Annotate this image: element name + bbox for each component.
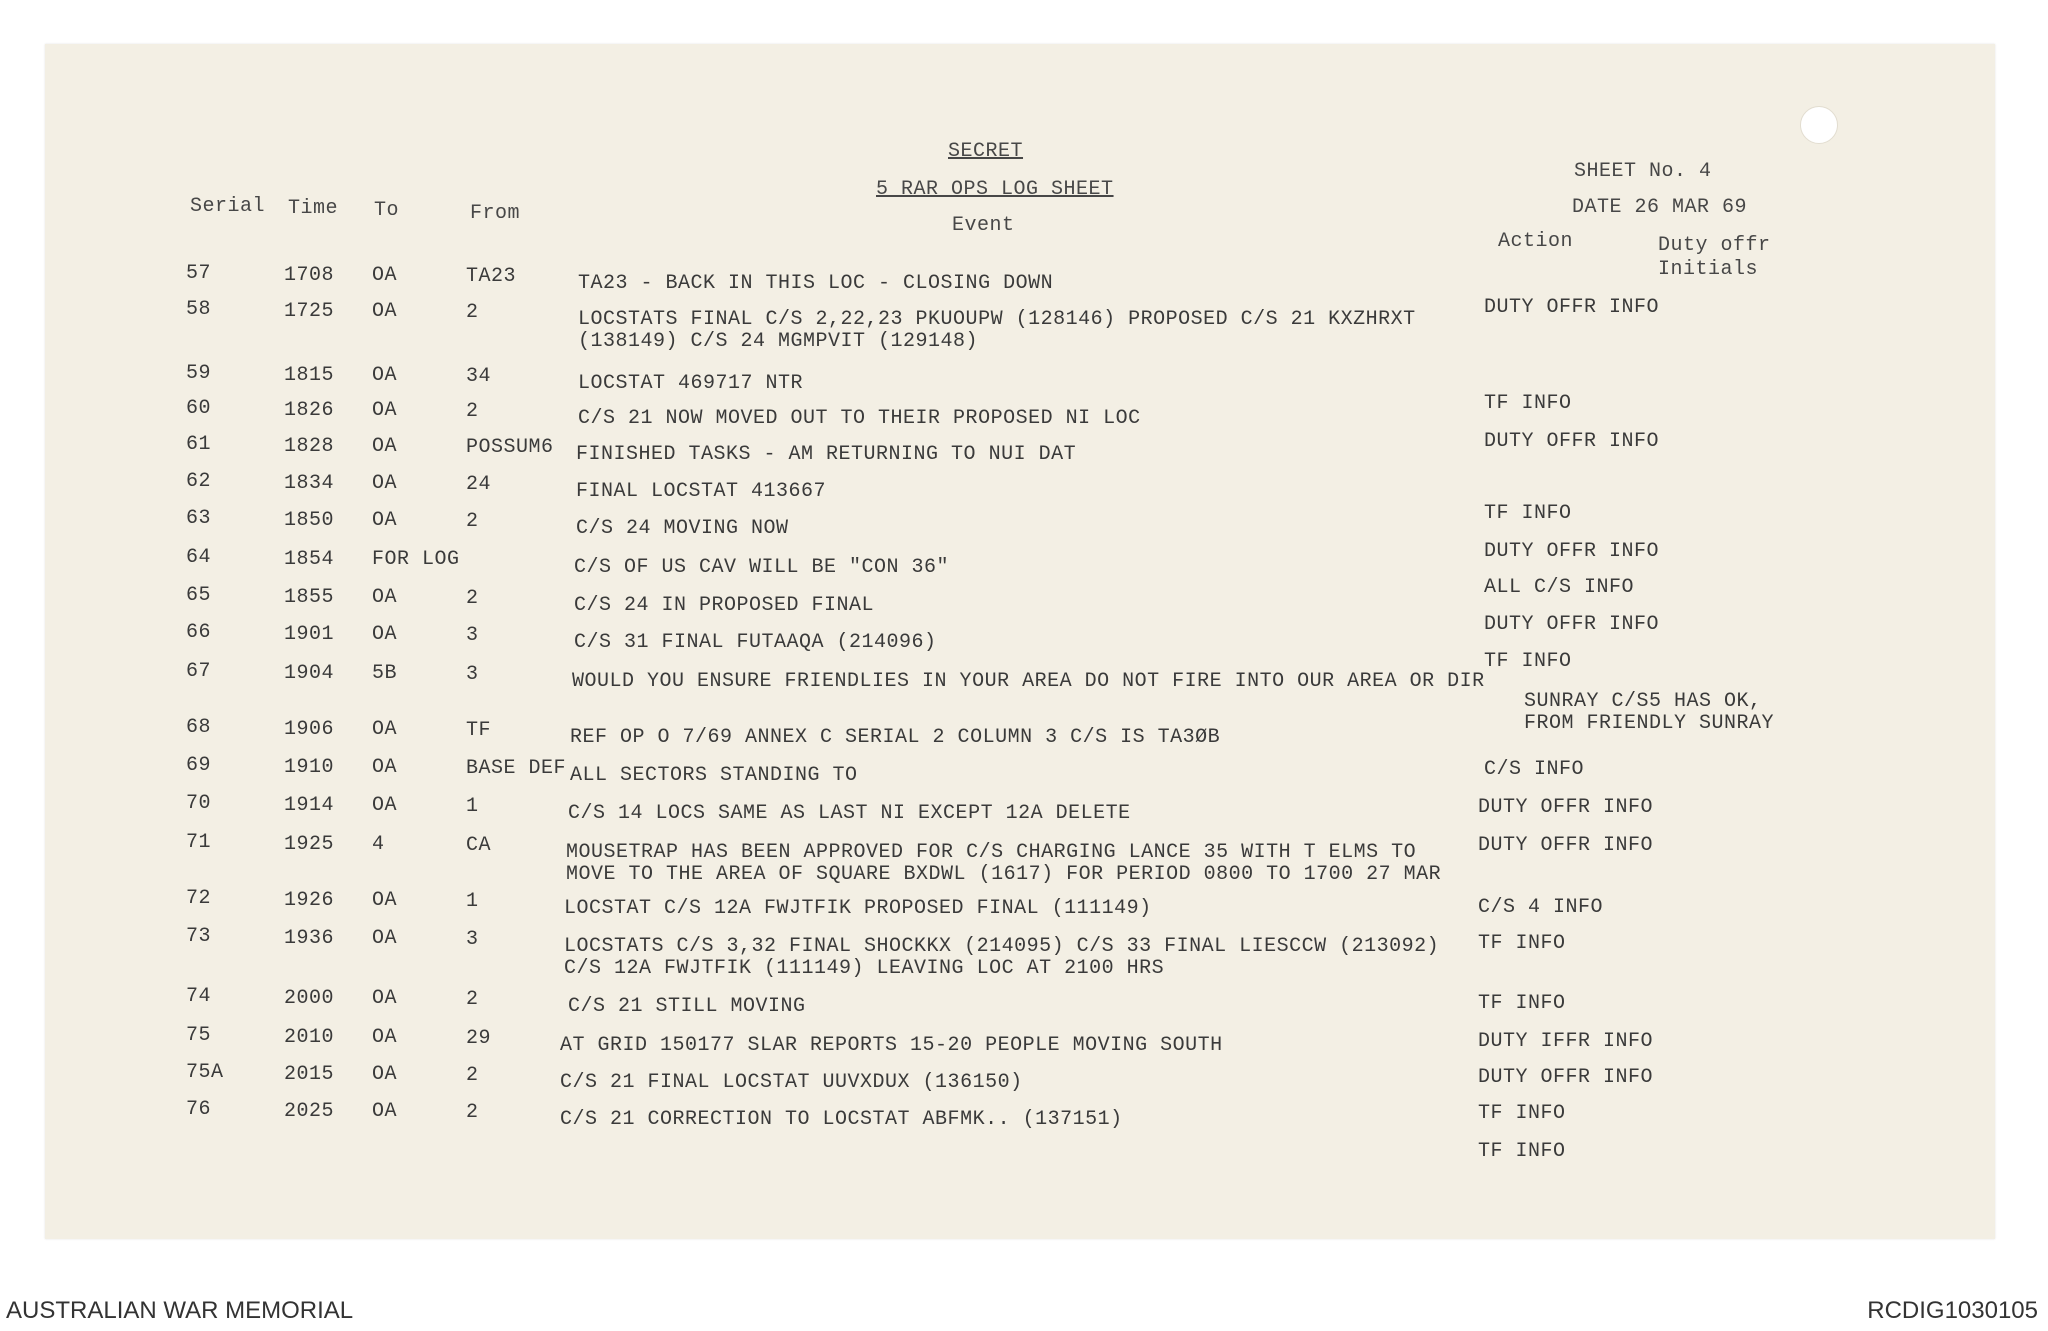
row-action-continued: FROM FRIENDLY SUNRAY	[1524, 712, 1775, 735]
trailing-action: TF INFO	[1478, 1140, 1566, 1163]
row-event: C/S 31 FINAL FUTAAQA (214096)	[574, 631, 937, 654]
row-action: C/S 4 INFO	[1478, 896, 1604, 919]
column-header-duty-offr: Duty offr	[1658, 234, 1771, 257]
column-header-time: Time	[288, 197, 339, 220]
row-action: TF INFO	[1484, 502, 1572, 525]
row-action: DUTY OFFR INFO	[1484, 540, 1660, 563]
row-serial: 60	[186, 397, 212, 420]
row-to: 4	[372, 833, 385, 856]
row-from: 24	[466, 473, 492, 496]
row-event: C/S 21 FINAL LOCSTAT UUVXDUX (136150)	[560, 1071, 1023, 1094]
row-to: OA	[372, 718, 398, 741]
row-event: FINISHED TASKS - AM RETURNING TO NUI DAT	[576, 443, 1077, 466]
row-event: C/S 24 MOVING NOW	[576, 517, 789, 540]
row-from: 3	[466, 624, 479, 647]
row-to: OA	[372, 1100, 398, 1123]
row-from: 34	[466, 365, 492, 388]
row-to: OA	[372, 756, 398, 779]
row-to: OA	[372, 794, 398, 817]
row-from: POSSUM6	[466, 436, 554, 459]
row-time: 1815	[284, 364, 335, 387]
row-event: C/S 14 LOCS SAME AS LAST NI EXCEPT 12A DELETE	[568, 802, 1131, 825]
row-action: SUNRAY C/S5 HAS OK,	[1524, 690, 1762, 713]
footer-record-id: RCDIG1030105	[1867, 1297, 2038, 1324]
row-serial: 64	[186, 546, 212, 569]
row-serial: 69	[186, 754, 212, 777]
punch-hole	[1800, 106, 1838, 144]
row-time: 1828	[284, 435, 335, 458]
row-from: CA	[466, 834, 492, 857]
row-time: 2010	[284, 1026, 335, 1049]
row-action: DUTY OFFR INFO	[1478, 834, 1654, 857]
row-serial: 61	[186, 433, 212, 456]
column-header-event: Event	[952, 214, 1015, 237]
row-from: 2	[466, 988, 479, 1011]
row-event: LOCSTATS C/S 3,32 FINAL SHOCKKX (214095) C/S 33 FINAL LIESCCW (213092)	[564, 935, 1440, 958]
row-event: MOUSETRAP HAS BEEN APPROVED FOR C/S CHARGING LANCE 35 WITH T ELMS TO	[566, 841, 1417, 864]
column-header-initials: Initials	[1658, 258, 1759, 281]
row-time: 2000	[284, 987, 335, 1010]
row-time: 1901	[284, 623, 335, 646]
row-event: FINAL LOCSTAT 413667	[576, 480, 827, 503]
row-serial: 57	[186, 262, 212, 285]
row-serial: 74	[186, 985, 212, 1008]
row-event-continued: (138149) C/S 24 MGMPVIT (129148)	[578, 330, 979, 353]
footer-institution: AUSTRALIAN WAR MEMORIAL	[6, 1297, 354, 1324]
row-serial: 72	[186, 887, 212, 910]
row-from: 3	[466, 663, 479, 686]
row-time: 1914	[284, 794, 335, 817]
row-action: TF INFO	[1478, 932, 1566, 955]
row-serial: 66	[186, 621, 212, 644]
column-header-to: To	[374, 199, 400, 222]
row-action: DUTY OFFR INFO	[1484, 296, 1660, 319]
row-event: C/S 21 NOW MOVED OUT TO THEIR PROPOSED NI LOC	[578, 407, 1141, 430]
row-event: LOCSTAT C/S 12A FWJTFIK PROPOSED FINAL (111149)	[564, 897, 1152, 920]
row-action: ALL C/S INFO	[1484, 576, 1635, 599]
row-time: 1854	[284, 548, 335, 571]
row-time: 1708	[284, 264, 335, 287]
row-from: 2	[466, 1064, 479, 1087]
row-serial: 76	[186, 1098, 212, 1121]
row-to: OA	[372, 927, 398, 950]
row-action: TF INFO	[1478, 992, 1566, 1015]
row-action: DUTY OFFR INFO	[1484, 613, 1660, 636]
row-time: 2015	[284, 1063, 335, 1086]
row-serial: 71	[186, 831, 212, 854]
row-time: 1925	[284, 833, 335, 856]
row-to: OA	[372, 1063, 398, 1086]
row-to: OA	[372, 889, 398, 912]
row-to: OA	[372, 435, 398, 458]
row-to: OA	[372, 1026, 398, 1049]
row-serial: 62	[186, 470, 212, 493]
row-time: 1926	[284, 889, 335, 912]
row-time: 1906	[284, 718, 335, 741]
row-time: 2025	[284, 1100, 335, 1123]
row-event: C/S 24 IN PROPOSED FINAL	[574, 594, 875, 617]
row-to: OA	[372, 300, 398, 323]
row-event: WOULD YOU ENSURE FRIENDLIES IN YOUR AREA DO NOT FIRE INTO OUR AREA OR DIR	[572, 670, 1485, 693]
row-time: 1936	[284, 927, 335, 950]
row-from: TA23	[466, 265, 517, 288]
row-action: TF INFO	[1478, 1102, 1566, 1125]
row-from: 1	[466, 890, 479, 913]
row-serial: 58	[186, 298, 212, 321]
row-event: C/S 21 CORRECTION TO LOCSTAT ABFMK.. (137151)	[560, 1108, 1123, 1131]
row-action: C/S INFO	[1484, 758, 1585, 781]
row-to: OA	[372, 987, 398, 1010]
row-event: LOCSTATS FINAL C/S 2,22,23 PKUOUPW (128146) PROPOSED C/S 21 KXZHRXT	[578, 308, 1416, 331]
row-to: OA	[372, 509, 398, 532]
column-header-action: Action	[1498, 230, 1574, 253]
row-from: 2	[466, 587, 479, 610]
row-time: 1904	[284, 662, 335, 685]
row-action: DUTY OFFR INFO	[1478, 796, 1654, 819]
row-event: C/S OF US CAV WILL BE "CON 36"	[574, 556, 950, 579]
row-time: 1834	[284, 472, 335, 495]
row-action: TF INFO	[1484, 650, 1572, 673]
row-event-continued: MOVE TO THE AREA OF SQUARE BXDWL (1617) FOR PERIOD 0800 TO 1700 27 MAR	[566, 863, 1442, 886]
row-serial: 63	[186, 507, 212, 530]
row-event: TA23 - BACK IN THIS LOC - CLOSING DOWN	[578, 272, 1054, 295]
row-time: 1910	[284, 756, 335, 779]
sheet-date: DATE 26 MAR 69	[1572, 196, 1748, 219]
row-time: 1855	[284, 586, 335, 609]
row-to: OA	[372, 623, 398, 646]
row-serial: 65	[186, 584, 212, 607]
row-to: FOR LOG	[372, 548, 460, 571]
classification-marking: SECRET	[948, 140, 1024, 163]
row-event: C/S 21 STILL MOVING	[568, 995, 806, 1018]
row-to: OA	[372, 264, 398, 287]
row-serial: 75A	[186, 1061, 224, 1084]
row-serial: 70	[186, 792, 212, 815]
row-from: 2	[466, 1101, 479, 1124]
row-action: TF INFO	[1484, 392, 1572, 415]
row-serial: 67	[186, 660, 212, 683]
row-to: OA	[372, 364, 398, 387]
row-to: 5B	[372, 662, 398, 685]
row-from: 3	[466, 928, 479, 951]
row-event: REF OP O 7/69 ANNEX C SERIAL 2 COLUMN 3 C/S IS TA3ØB	[570, 726, 1221, 749]
row-from: 2	[466, 400, 479, 423]
row-action: DUTY OFFR INFO	[1484, 430, 1660, 453]
row-from: 1	[466, 795, 479, 818]
document-title: 5 RAR OPS LOG SHEET	[876, 178, 1114, 201]
row-from: 2	[466, 510, 479, 533]
row-time: 1826	[284, 399, 335, 422]
row-serial: 68	[186, 716, 212, 739]
row-action: DUTY IFFR INFO	[1478, 1030, 1654, 1053]
row-serial: 75	[186, 1024, 212, 1047]
row-from: 29	[466, 1027, 492, 1050]
row-serial: 73	[186, 925, 212, 948]
column-header-from: From	[470, 202, 521, 225]
column-header-serial: Serial	[190, 195, 266, 218]
row-action: DUTY OFFR INFO	[1478, 1066, 1654, 1089]
row-serial: 59	[186, 362, 212, 385]
row-from: BASE DEF	[466, 757, 567, 780]
row-from: 2	[466, 301, 479, 324]
log-sheet-paper	[45, 44, 1995, 1239]
row-event-continued: C/S 12A FWJTFIK (111149) LEAVING LOC AT 2100 HRS	[564, 957, 1165, 980]
row-to: OA	[372, 472, 398, 495]
row-event: ALL SECTORS STANDING TO	[570, 764, 858, 787]
sheet-number: SHEET No. 4	[1574, 160, 1712, 183]
row-time: 1725	[284, 300, 335, 323]
row-event: AT GRID 150177 SLAR REPORTS 15-20 PEOPLE MOVING SOUTH	[560, 1034, 1223, 1057]
row-to: OA	[372, 399, 398, 422]
row-event: LOCSTAT 469717 NTR	[578, 372, 804, 395]
row-time: 1850	[284, 509, 335, 532]
row-from: TF	[466, 719, 492, 742]
row-to: OA	[372, 586, 398, 609]
